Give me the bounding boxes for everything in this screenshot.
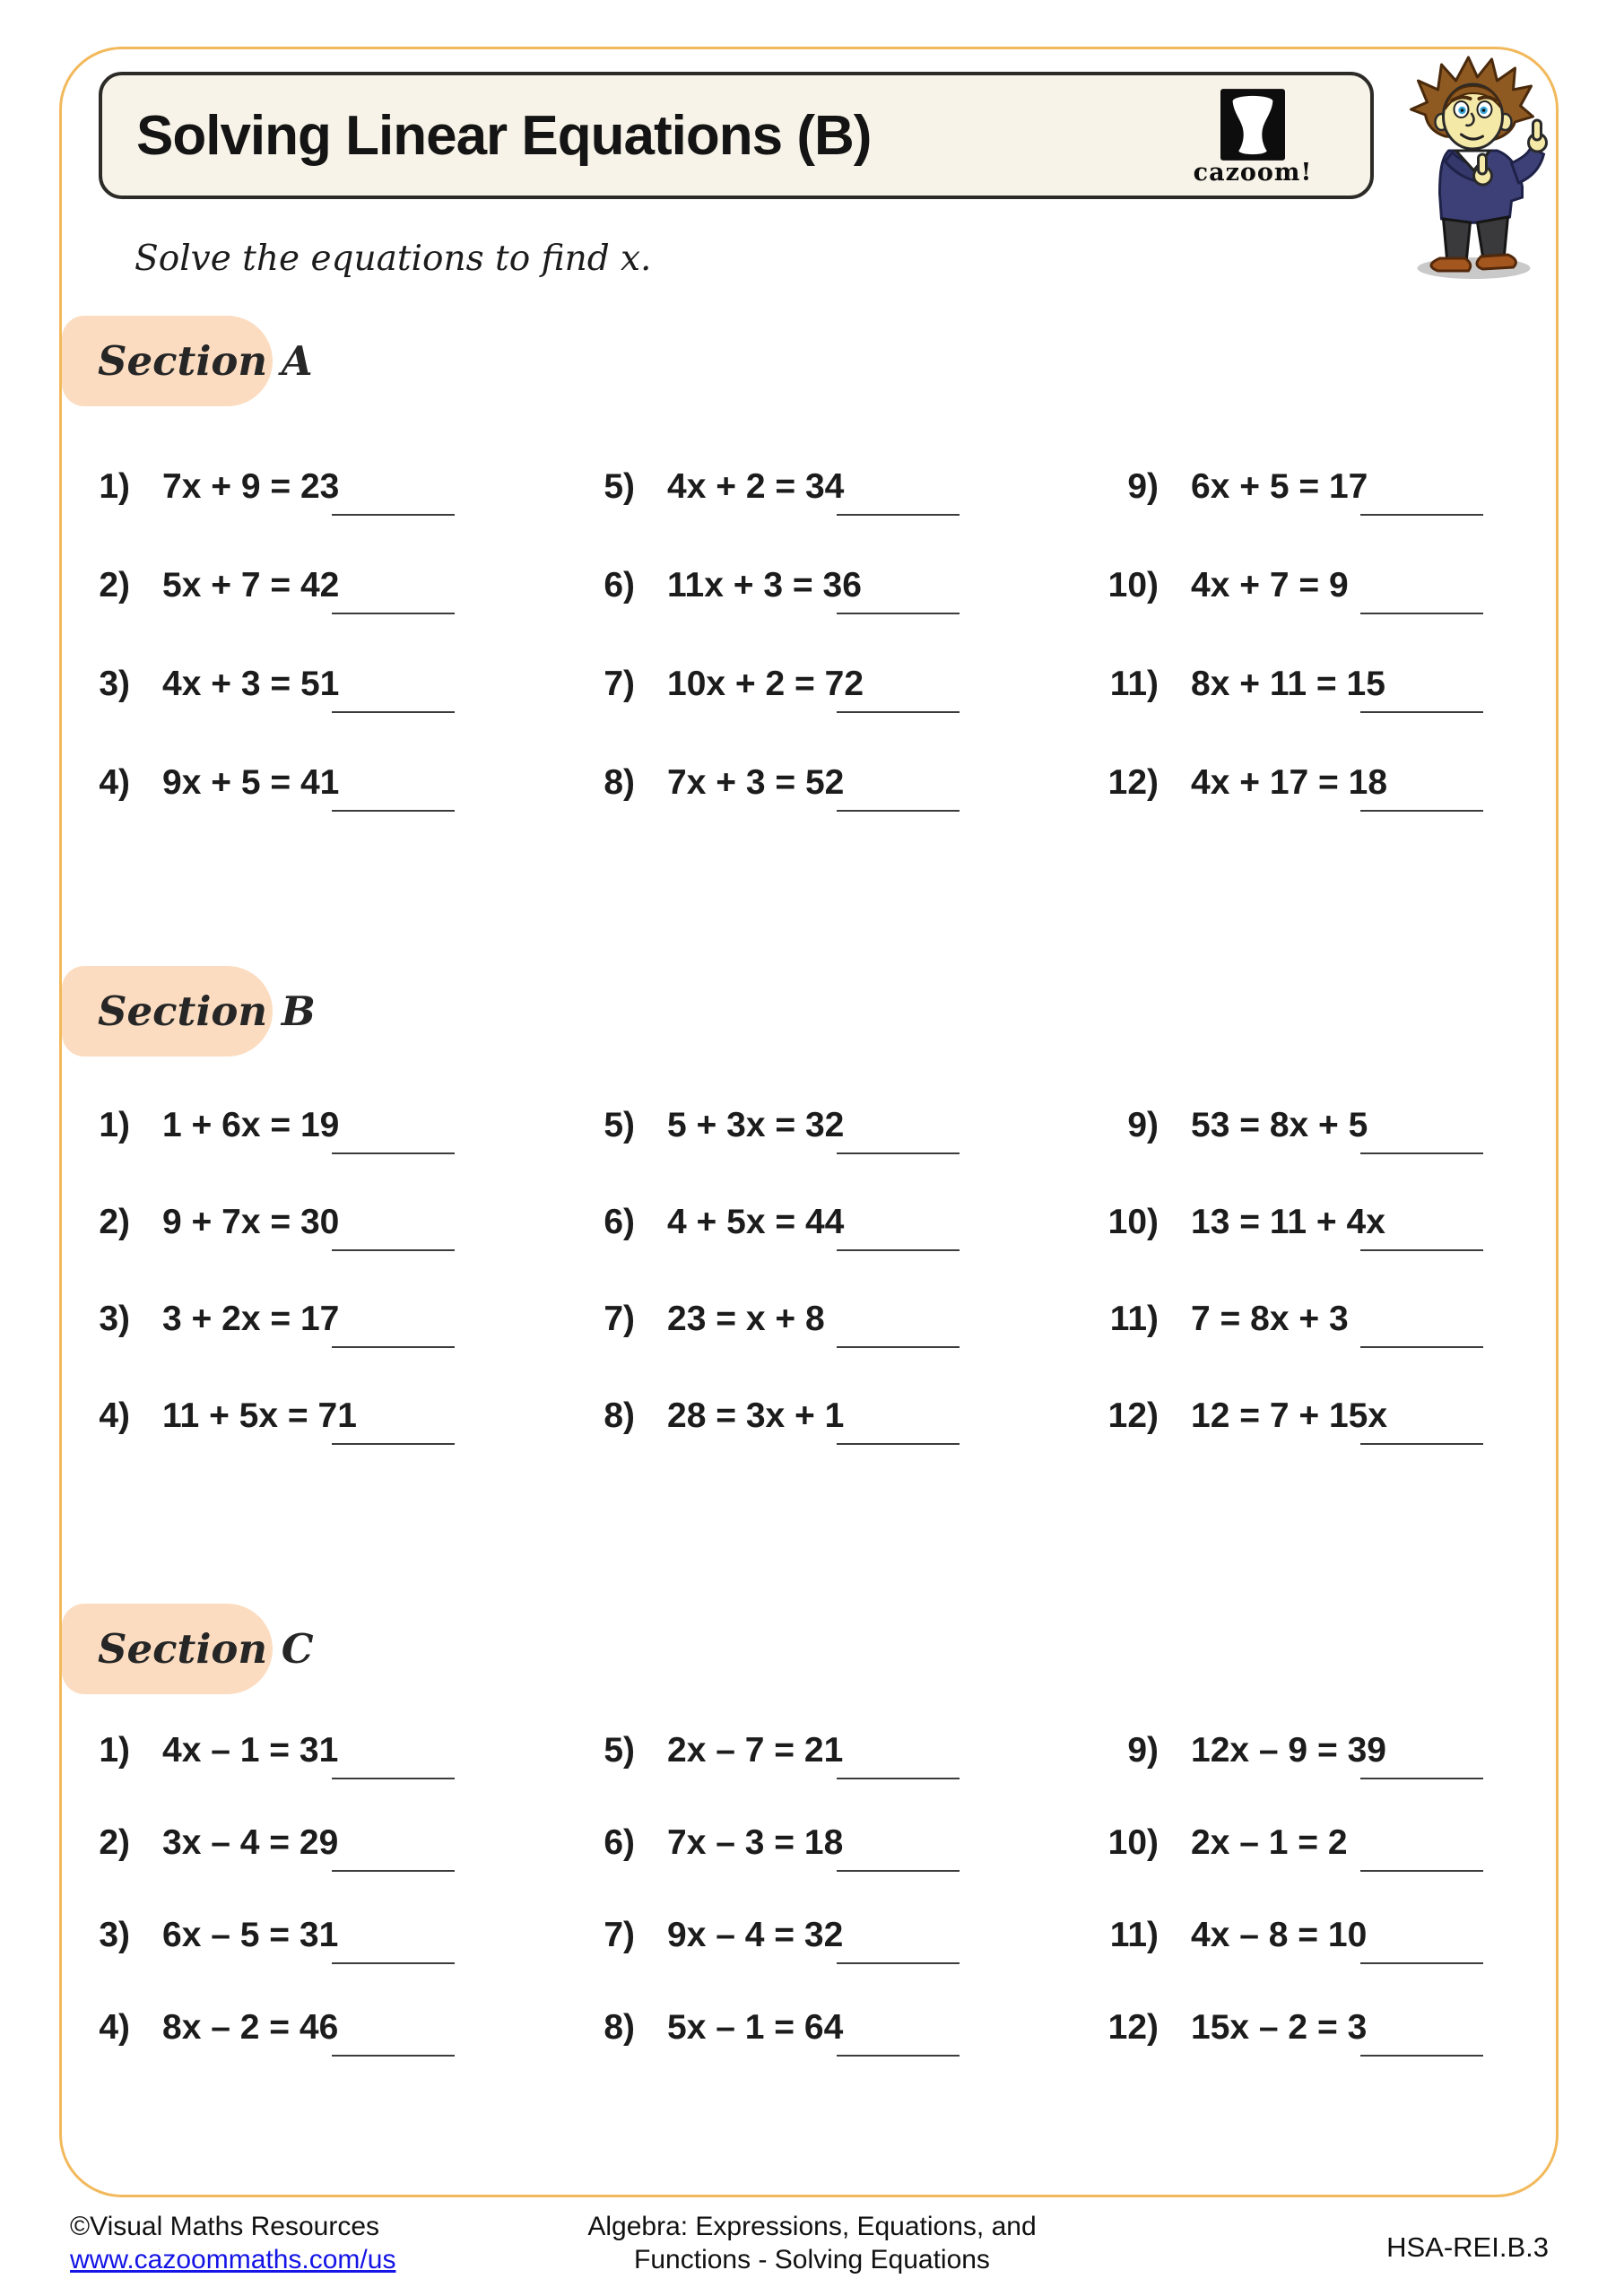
problem-number: 9) <box>1127 1106 1159 1144</box>
problem-equation: 4x + 2 = 34 <box>667 467 845 506</box>
answer-line <box>837 1778 960 1779</box>
answer-line <box>332 1152 455 1154</box>
problem-item <box>76 1097 543 1154</box>
problem-number: 9) <box>1127 467 1159 506</box>
problem-item <box>581 656 1047 713</box>
problem-equation: 5 + 3x = 32 <box>667 1106 845 1144</box>
problem-item <box>1105 1387 1571 1445</box>
problem-number: 12) <box>1107 1396 1159 1435</box>
problem-item <box>76 656 543 713</box>
cazoom-drum-icon <box>1220 89 1285 161</box>
problem-number: 12) <box>1107 763 1159 802</box>
problem-number: 11) <box>1109 1916 1159 1954</box>
cazoommaths-link[interactable]: www.cazoommaths.com/us <box>70 2245 396 2274</box>
problem-equation: 10x + 2 = 72 <box>667 665 864 703</box>
problem-number: 4) <box>99 1396 130 1435</box>
answer-line <box>1360 514 1483 516</box>
answer-line <box>837 711 960 713</box>
problem-number: 10) <box>1107 1823 1159 1862</box>
problem-equation: 5x – 1 = 64 <box>667 2008 844 2047</box>
problem-item <box>1105 1999 1571 2057</box>
section-c-badge <box>62 1604 314 1694</box>
problem-number: 10) <box>1107 1203 1159 1241</box>
answer-line <box>1360 1346 1483 1348</box>
problem-number: 2) <box>99 566 130 604</box>
answer-line <box>332 2055 455 2057</box>
answer-line <box>332 1346 455 1348</box>
problem-number: 1) <box>99 1731 130 1770</box>
page-title: Solving Linear Equations (B) <box>136 104 872 167</box>
answer-line <box>332 810 455 812</box>
problem-item <box>581 1097 1047 1154</box>
problem-equation: 7x + 9 = 23 <box>162 467 340 506</box>
problem-item <box>1105 656 1571 713</box>
problem-equation: 7 = 8x + 3 <box>1191 1300 1349 1338</box>
answer-line <box>837 1249 960 1251</box>
problem-number: 4) <box>99 763 130 802</box>
problem-item <box>581 1722 1047 1779</box>
answer-line <box>1360 2055 1483 2057</box>
problem-number: 9) <box>1127 1731 1159 1770</box>
answer-line <box>1360 613 1483 614</box>
problem-item <box>76 557 543 614</box>
problem-item <box>581 1387 1047 1445</box>
problem-number: 8) <box>604 1396 635 1435</box>
boy-character-illustration <box>1390 50 1559 283</box>
answer-line <box>837 514 960 516</box>
problem-equation: 9x – 4 = 32 <box>667 1916 844 1954</box>
title-box <box>99 72 1374 199</box>
problem-item <box>76 754 543 812</box>
problem-number: 10) <box>1107 566 1159 604</box>
answer-line <box>837 613 960 614</box>
problem-number: 6) <box>604 566 635 604</box>
problem-item <box>1105 557 1571 614</box>
problem-equation: 23 = x + 8 <box>667 1300 825 1338</box>
problem-number: 3) <box>99 1300 130 1338</box>
answer-line <box>332 1778 455 1779</box>
section-b-label: Section B <box>98 987 316 1035</box>
problem-item <box>76 458 543 516</box>
problem-number: 11) <box>1109 1300 1159 1338</box>
problem-number: 1) <box>99 467 130 506</box>
instruction-text: Solve the equations to find x. <box>135 239 652 279</box>
problem-number: 3) <box>99 1916 130 1954</box>
problem-item <box>1105 1722 1571 1779</box>
problem-equation: 11 + 5x = 71 <box>162 1396 357 1435</box>
problem-number: 3) <box>99 665 130 703</box>
problem-item <box>1105 1291 1571 1348</box>
problem-equation: 4 + 5x = 44 <box>667 1203 845 1241</box>
problem-equation: 28 = 3x + 1 <box>667 1396 845 1435</box>
problem-equation: 4x – 8 = 10 <box>1191 1916 1368 1954</box>
problem-number: 5) <box>604 1731 635 1770</box>
problem-item <box>76 1722 543 1779</box>
problem-number: 1) <box>99 1106 130 1144</box>
problem-equation: 15x – 2 = 3 <box>1191 2008 1368 2047</box>
problem-number: 6) <box>604 1203 635 1241</box>
problem-equation: 8x + 11 = 15 <box>1191 665 1385 703</box>
problem-equation: 1 + 6x = 19 <box>162 1106 340 1144</box>
answer-line <box>1360 711 1483 713</box>
answer-line <box>332 613 455 614</box>
problem-number: 2) <box>99 1823 130 1862</box>
problem-equation: 53 = 8x + 5 <box>1191 1106 1368 1144</box>
answer-line <box>837 810 960 812</box>
problem-item <box>581 754 1047 812</box>
problem-number: 11) <box>1109 665 1159 703</box>
problem-item <box>76 1194 543 1251</box>
problem-item <box>1105 1907 1571 1964</box>
problem-item <box>581 1999 1047 2057</box>
footer-left <box>70 2210 395 2276</box>
cazoom-logo <box>1185 89 1320 187</box>
problem-equation: 5x + 7 = 42 <box>162 566 340 604</box>
problem-item <box>581 1814 1047 1872</box>
answer-line <box>332 1249 455 1251</box>
answer-line <box>1360 1870 1483 1872</box>
cazoom-logo-text: cazoom! <box>1193 159 1313 187</box>
problem-equation: 11x + 3 = 36 <box>667 566 862 604</box>
answer-line <box>837 1962 960 1964</box>
answer-line <box>837 1152 960 1154</box>
problem-equation: 4x + 17 = 18 <box>1191 763 1388 802</box>
problem-item <box>76 1291 543 1348</box>
standard-code: HSA-REI.B.3 <box>1386 2231 1549 2263</box>
problem-equation: 4x + 3 = 51 <box>162 665 340 703</box>
problem-number: 5) <box>604 467 635 506</box>
problem-equation: 9x + 5 = 41 <box>162 763 340 802</box>
section-a-badge <box>62 316 313 406</box>
answer-line <box>332 514 455 516</box>
answer-line <box>837 2055 960 2057</box>
answer-line <box>1360 1443 1483 1445</box>
problem-number: 4) <box>99 2008 130 2047</box>
problem-equation: 4x + 7 = 9 <box>1191 566 1349 604</box>
problem-item <box>76 1814 543 1872</box>
problem-number: 2) <box>99 1203 130 1241</box>
problem-number: 7) <box>604 1300 635 1338</box>
problem-equation: 7x + 3 = 52 <box>667 763 845 802</box>
footer-topic-line1: Algebra: Expressions, Equations, and <box>587 2212 1037 2241</box>
problem-equation: 2x – 1 = 2 <box>1191 1823 1348 1862</box>
answer-line <box>1360 1152 1483 1154</box>
problem-equation: 7x – 3 = 18 <box>667 1823 844 1862</box>
section-c-label: Section C <box>98 1625 314 1673</box>
footer-topic-line2: Functions - Solving Equations <box>634 2245 990 2274</box>
problem-equation: 8x – 2 = 46 <box>162 2008 339 2047</box>
answer-line <box>332 711 455 713</box>
problem-item <box>1105 1097 1571 1154</box>
answer-line <box>837 1346 960 1348</box>
problem-number: 5) <box>604 1106 635 1144</box>
problem-item <box>1105 1814 1571 1872</box>
problem-item <box>581 458 1047 516</box>
problem-number: 8) <box>604 763 635 802</box>
problem-equation: 13 = 11 + 4x <box>1191 1203 1385 1241</box>
problem-equation: 2x – 7 = 21 <box>667 1731 844 1770</box>
problem-item <box>581 1291 1047 1348</box>
problem-equation: 12 = 7 + 15x <box>1191 1396 1388 1435</box>
problem-item <box>1105 458 1571 516</box>
problem-item <box>76 1999 543 2057</box>
answer-line <box>1360 1962 1483 1964</box>
section-a-label: Section A <box>98 337 313 385</box>
answer-line <box>332 1962 455 1964</box>
problem-equation: 3 + 2x = 17 <box>162 1300 340 1338</box>
copyright-text: ©Visual Maths Resources <box>70 2212 380 2241</box>
section-b-badge <box>62 966 316 1057</box>
problem-number: 7) <box>604 1916 635 1954</box>
problem-item <box>581 557 1047 614</box>
problem-item <box>581 1907 1047 1964</box>
answer-line <box>332 1870 455 1872</box>
answer-line <box>1360 1778 1483 1779</box>
answer-line <box>837 1443 960 1445</box>
problem-item <box>76 1907 543 1964</box>
problem-equation: 4x – 1 = 31 <box>162 1731 339 1770</box>
problem-equation: 12x – 9 = 39 <box>1191 1731 1386 1770</box>
answer-line <box>1360 1249 1483 1251</box>
problem-number: 7) <box>604 665 635 703</box>
problem-equation: 9 + 7x = 30 <box>162 1203 340 1241</box>
problem-item <box>1105 1194 1571 1251</box>
problem-equation: 6x – 5 = 31 <box>162 1916 339 1954</box>
problem-number: 12) <box>1107 2008 1159 2047</box>
answer-line <box>837 1870 960 1872</box>
problem-equation: 3x – 4 = 29 <box>162 1823 339 1862</box>
problem-number: 8) <box>604 2008 635 2047</box>
problem-item <box>581 1194 1047 1251</box>
problem-equation: 6x + 5 = 17 <box>1191 467 1368 506</box>
problem-item <box>76 1387 543 1445</box>
answer-line <box>1360 810 1483 812</box>
problem-item <box>1105 754 1571 812</box>
answer-line <box>332 1443 455 1445</box>
problem-number: 6) <box>604 1823 635 1862</box>
